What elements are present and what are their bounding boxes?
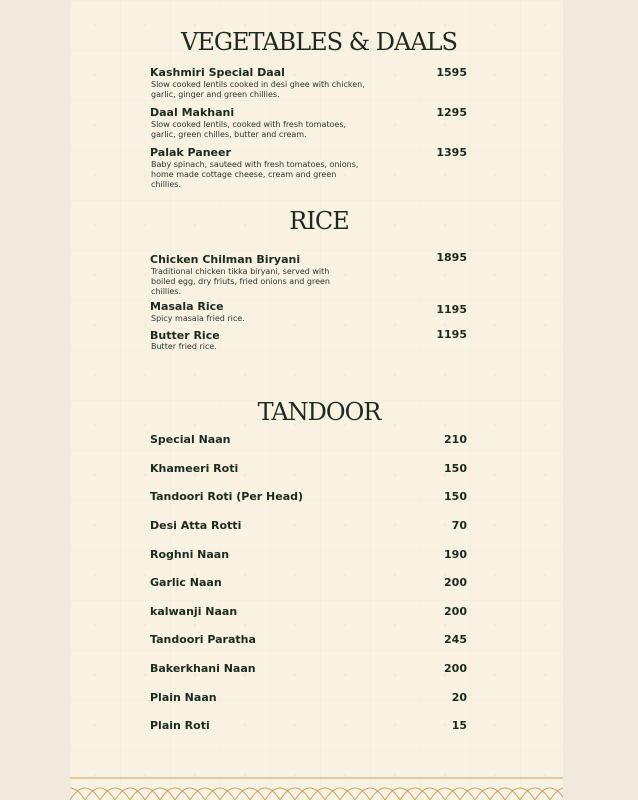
item-name: Kashmiri Special Daal <box>150 66 285 79</box>
item-name: Garlic Naan <box>150 576 222 589</box>
item-description: Butter fried rice. <box>151 342 217 351</box>
item-description: Baby spinach, sauteed with fresh tomatoes, onions, home made cottage cheese, cream and green chillies. <box>151 160 359 189</box>
item-name: Bakerkhani Naan <box>150 662 256 675</box>
item-price: 1195 <box>436 303 467 316</box>
item-name: Palak Paneer <box>150 146 231 159</box>
item-price: 245 <box>444 633 467 646</box>
item-description: Slow cooked lentils, cooked with fresh tomatoes, garlic, green chilles, butter and cream. <box>151 120 347 139</box>
item-price: 190 <box>444 548 467 561</box>
item-price: 200 <box>444 605 467 618</box>
item-description: Spicy masala fried rice. <box>151 314 245 323</box>
item-name: Tandoori Roti (Per Head) <box>150 490 304 503</box>
item-name: Plain Roti <box>150 719 210 732</box>
item-price: 1895 <box>436 251 467 264</box>
section-title-tandoor: TANDOOR <box>257 398 381 426</box>
item-price: 200 <box>444 576 467 589</box>
item-name: Roghni Naan <box>150 548 230 561</box>
item-description: Traditional chicken tikka biryani, served with boiled egg, dry friuts, fried onions and green chillies. <box>151 267 330 296</box>
section-title-rice: RICE <box>289 207 349 235</box>
item-price: 150 <box>444 490 467 503</box>
item-name: Tandoori Paratha <box>150 633 256 646</box>
item-price: 70 <box>451 519 467 532</box>
section-title-vegetables: VEGETABLES & DAALS <box>180 28 457 56</box>
item-name: Butter Rice <box>150 329 220 342</box>
item-price: 1395 <box>436 146 467 159</box>
item-price: 1195 <box>436 328 467 341</box>
item-price: 150 <box>444 462 467 475</box>
item-description: Slow cooked lentils cooked in desi ghee with chicken, garlic, ginger and green chillies. <box>151 80 365 99</box>
item-name: kalwanji Naan <box>150 605 238 618</box>
item-name: Plain Naan <box>150 691 217 704</box>
item-price: 1595 <box>436 66 467 79</box>
item-name: Desi Atta Rotti <box>150 519 242 532</box>
item-name: Masala Rice <box>150 300 224 313</box>
item-name: Khameeri Roti <box>150 462 239 475</box>
item-price: 210 <box>444 433 467 446</box>
item-price: 20 <box>451 691 467 704</box>
item-name: Chicken Chilman Biryani <box>150 253 301 266</box>
item-price: 15 <box>451 719 467 732</box>
item-price: 200 <box>444 662 467 675</box>
arc-border-ornament <box>70 776 563 800</box>
item-price: 1295 <box>436 106 467 119</box>
item-name: Special Naan <box>150 433 231 446</box>
item-name: Daal Makhani <box>150 106 235 119</box>
